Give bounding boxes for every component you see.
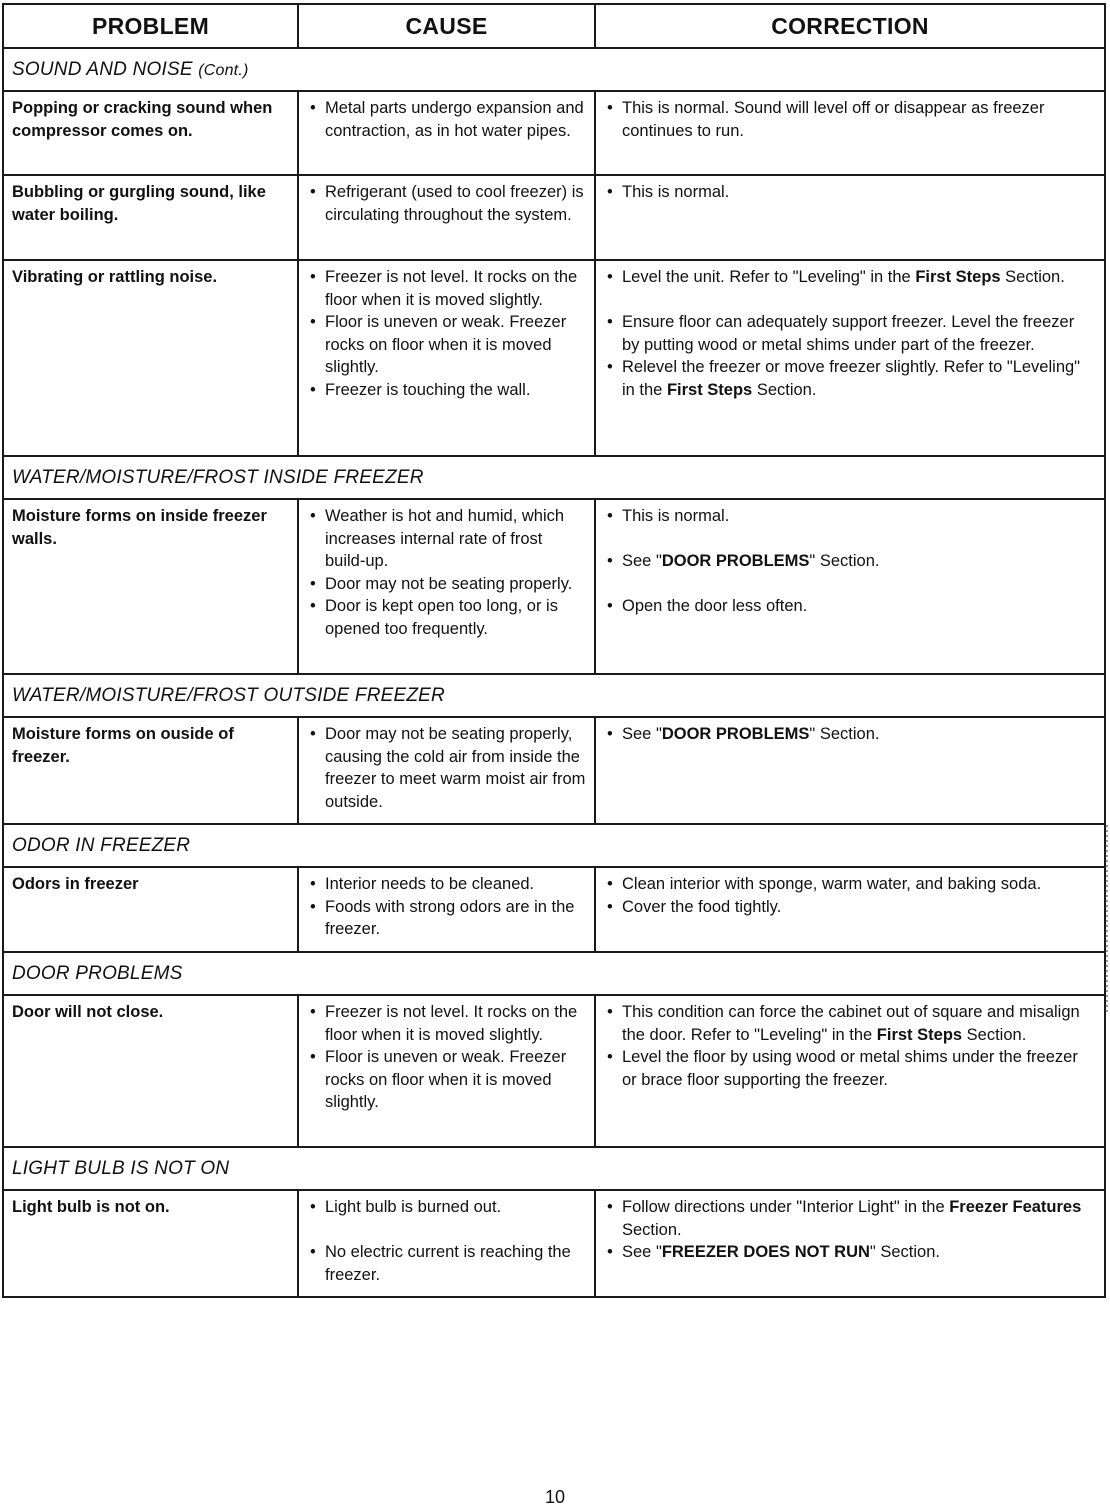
cause-item: • Door is kept open too long, or is opened too frequently. [305,595,586,640]
table-row [3,995,1105,1147]
cause-item: • Interior needs to be cleaned. [305,873,586,896]
correction-cell [595,499,1105,674]
cause-item: • Foods with strong odors are in the freezer. [305,896,586,941]
section-title-light-bulb: LIGHT BULB IS NOT ON [3,1147,1105,1190]
correction-item: • Follow directions under "Interior Light" in the Freezer Features Section. [602,1196,1096,1241]
cause-item: • Weather is hot and humid, which increases internal rate of frost build-up. [305,505,586,573]
cause-item: • Freezer is touching the wall. [305,379,586,402]
troubleshooting-page [2,3,1104,1298]
correction-item: • See "DOOR PROBLEMS" Section. [602,550,1096,573]
table-row [3,1190,1105,1297]
cause-item: • Freezer is not level. It rocks on the floor when it is moved slightly. [305,1001,586,1046]
correction-cell [595,175,1105,260]
cause-item: • Door may not be seating properly. [305,573,586,596]
page-number: 10 [544,1487,566,1507]
section-reference: FREEZER DOES NOT RUN [661,1243,870,1261]
section-title-moisture-outside: WATER/MOISTURE/FROST OUTSIDE FREEZER [3,674,1105,717]
cause-item: • No electric current is reaching the freezer. [305,1241,586,1286]
problem-cell: Moisture forms on inside freezer walls. [3,499,298,674]
troubleshooting-table [2,3,1106,1298]
correction-cell [595,995,1105,1147]
correction-item: • Relevel the freezer or move freezer slightly. Refer to "Leveling" in the First Steps Section. [602,356,1096,401]
problem-cell: Odors in freezer [3,867,298,952]
problem-cell: Door will not close. [3,995,298,1147]
section-header-row [3,824,1105,867]
section-reference: First Steps [915,268,1001,286]
section-title-sound-noise: SOUND AND NOISE (Cont.) [3,48,1105,91]
cause-cell [298,175,595,260]
correction-item: • See "FREEZER DOES NOT RUN" Section. [602,1241,1096,1264]
table-row [3,260,1105,456]
section-reference: DOOR PROBLEMS [661,552,810,570]
cause-item: • Refrigerant (used to cool freezer) is circulating throughout the system. [305,181,586,226]
correction-cell [595,867,1105,952]
cause-item: • Light bulb is burned out. [305,1196,586,1219]
section-header-row [3,1147,1105,1190]
section-title-door-problems: DOOR PROBLEMS [3,952,1105,995]
correction-item: • This is normal. [602,181,1096,204]
cause-cell [298,1190,595,1297]
cause-cell [298,260,595,456]
correction-item: • Open the door less often. [602,595,1096,618]
cause-item: • Door may not be seating properly, causing the cold air from inside the freezer to meet warm moist air from outside. [305,723,586,813]
correction-item: • This is normal. Sound will level off or disappear as freezer continues to run. [602,97,1096,142]
correction-item: • Level the floor by using wood or metal shims under the freezer or brace floor supporting the freezer. [602,1046,1096,1091]
table-row [3,175,1105,260]
table-row [3,91,1105,175]
continued-label: (Cont.) [198,61,249,79]
table-row [3,867,1105,952]
problem-column-header: PROBLEM [3,4,298,48]
correction-column-header: CORRECTION [595,4,1105,48]
section-header-row [3,456,1105,499]
section-title-odor: ODOR IN FREEZER [3,824,1105,867]
table-row [3,499,1105,674]
cause-item: • Floor is uneven or weak. Freezer rocks on floor when it is moved slightly. [305,1046,586,1114]
cause-cell [298,867,595,952]
section-reference: First Steps [876,1025,963,1044]
correction-item: • Clean interior with sponge, warm water, and baking soda. [602,873,1096,896]
section-header-row [3,952,1105,995]
section-title-moisture-inside: WATER/MOISTURE/FROST INSIDE FREEZER [3,456,1105,499]
table-row [3,717,1105,824]
correction-cell [595,91,1105,175]
section-reference: First Steps [666,380,753,399]
problem-cell: Moisture forms on ouside of freezer. [3,717,298,824]
correction-item: • This condition can force the cabinet out of square and misalign the door. Refer to "Leveling" in the First Steps Section. [602,1001,1096,1046]
header-row [3,4,1105,48]
scan-margin-mark [1106,825,1108,1015]
section-header-row [3,674,1105,717]
problem-cell: Vibrating or rattling noise. [3,260,298,456]
cause-cell [298,717,595,824]
cause-column-header: CAUSE [298,4,595,48]
correction-cell [595,717,1105,824]
correction-item: • Cover the food tightly. [602,896,1096,919]
cause-cell [298,995,595,1147]
correction-item: • Level the unit. Refer to "Leveling" in the First Steps Section. [602,266,1096,289]
correction-cell [595,1190,1105,1297]
section-header-row [3,48,1105,91]
problem-cell: Popping or cracking sound when compressor comes on. [3,91,298,175]
cause-cell [298,499,595,674]
cause-item: • Floor is uneven or weak. Freezer rocks on floor when it is moved slightly. [305,311,586,379]
cause-item: • Freezer is not level. It rocks on the floor when it is moved slightly. [305,266,586,311]
correction-cell [595,260,1105,456]
cause-cell [298,91,595,175]
correction-item: • This is normal. [602,505,1096,528]
correction-item: • Ensure floor can adequately support freezer. Level the freezer by putting wood or metal shims under part of the freezer. [602,311,1096,356]
section-reference: Freezer Features [949,1198,1082,1216]
problem-cell: Light bulb is not on. [3,1190,298,1297]
correction-item: • See "DOOR PROBLEMS" Section. [602,723,1096,746]
problem-cell: Bubbling or gurgling sound, like water boiling. [3,175,298,260]
section-reference: DOOR PROBLEMS [661,725,810,743]
cause-item: • Metal parts undergo expansion and contraction, as in hot water pipes. [305,97,586,142]
